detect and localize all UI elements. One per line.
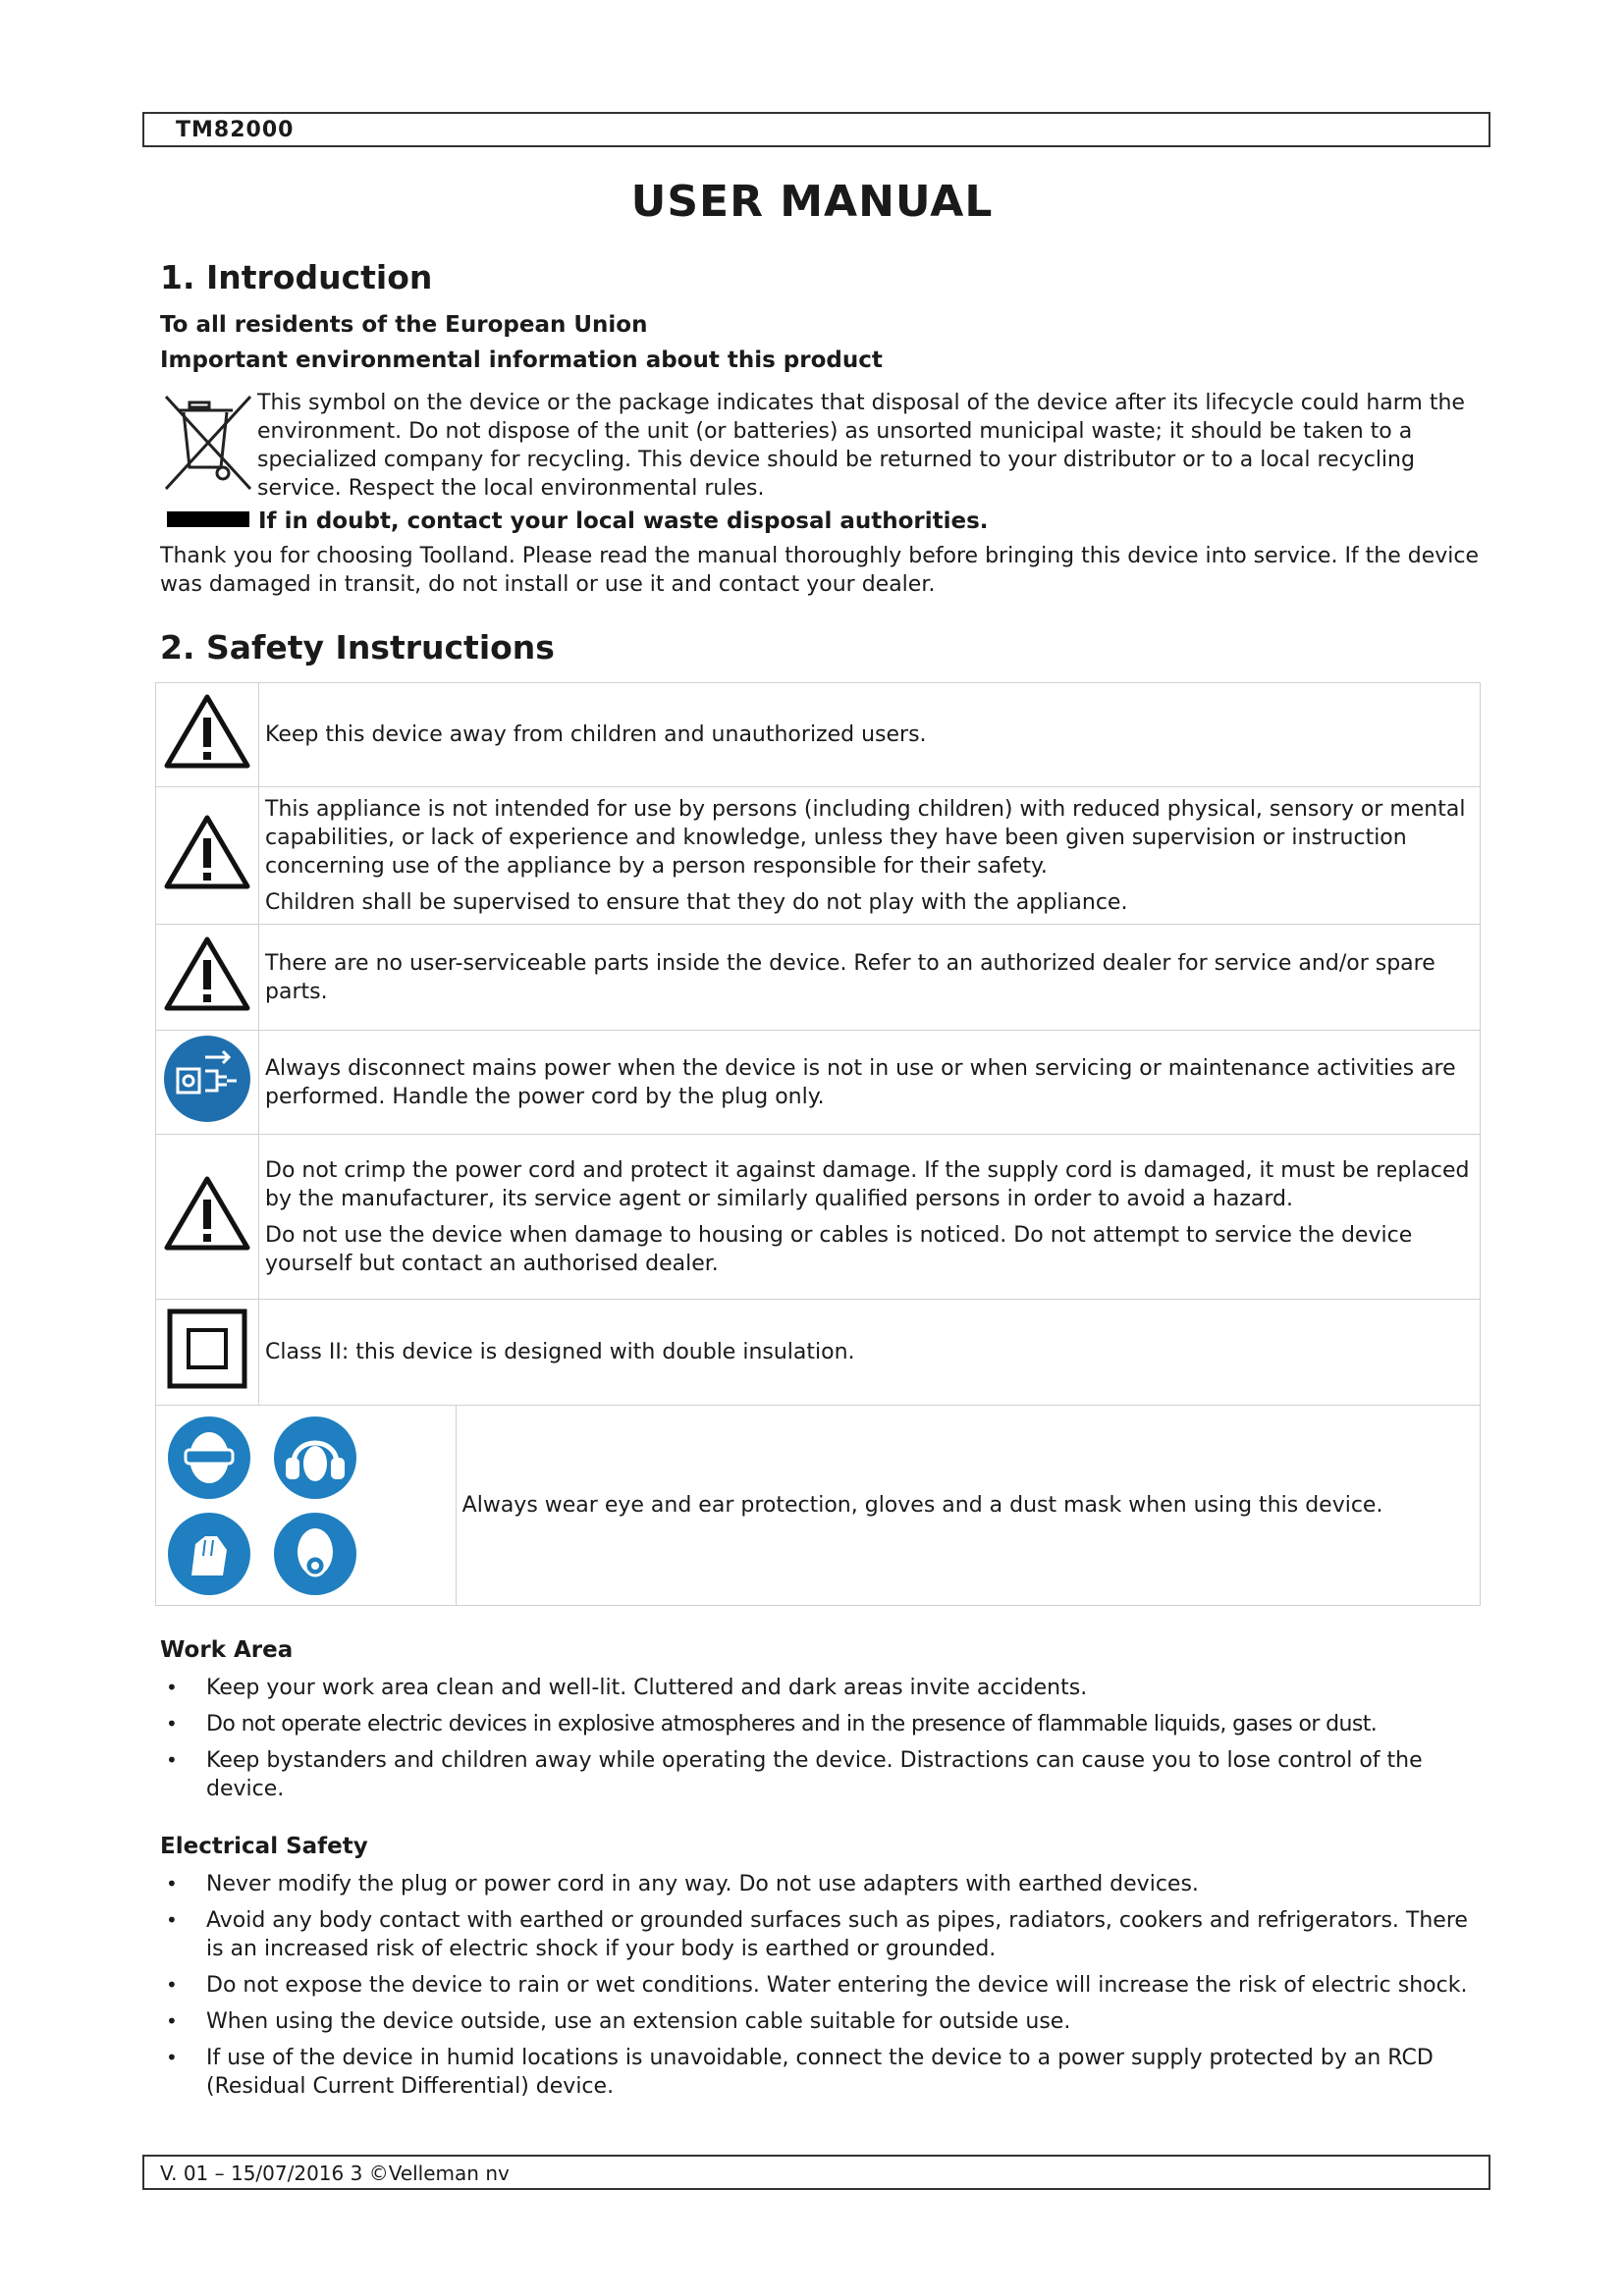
safety-text-cell [259,1300,1481,1406]
doubt-line: If in doubt, contact your local waste disposal authorities. [258,508,989,534]
gloves-icon [166,1511,252,1597]
black-bar [167,511,249,527]
safety-row [156,1135,1481,1300]
safety-table [155,682,1481,1606]
safety-text: Do not crimp the power cord and protect it against damage. If the supply cord is damaged, it must be replaced by the manufacturer, its service agent or similarly qualified persons in order to avoid a hazard. [265,1157,1470,1211]
list-item: • Avoid any body contact with earthed or grounded surfaces such as pipes, radiators, cookers and refrigerators. There is an increased risk of electric shock if your body is earthed or grounded. [160,1906,1486,1963]
safety-text: Class II: this device is designed with double insulation. [265,1340,855,1364]
warning-triangle-icon [162,692,252,771]
list-item: • Never modify the plug or power cord in any way. Do not use adapters with earthed devices. [160,1870,1486,1898]
page-title: USER MANUAL [630,177,994,227]
safety-text: Children shall be supervised to ensure that they do not play with the appliance. [265,889,1128,915]
page-header [142,112,1490,147]
safety-heading: 2. Safety Instructions [160,628,555,667]
disconnect-mains-icon [162,1034,252,1124]
ppe-icons-cell [156,1406,457,1606]
page-footer [142,2155,1490,2190]
thanks-paragraph: Thank you for choosing Toolland. Please read the manual thoroughly before bringing this device into service. If the device was damaged in transit, do not install or use it and contact your dealer. [160,544,1480,597]
ear-protection-icon [272,1415,358,1501]
model-number: TM82000 [176,118,295,142]
list-item: • Keep your work area clean and well-lit. Cluttered and dark areas invite accidents. [160,1674,1486,1702]
safety-icon-cell [156,683,259,787]
warning-triangle-icon [162,813,252,891]
dust-mask-icon [272,1511,358,1597]
safety-icon-cell [156,1031,259,1135]
safety-row [156,1300,1481,1406]
env-info-paragraph: This symbol on the device or the package indicates that disposal of the device after its lifecycle could harm the environment. Do not dispose of the unit (or batteries) as unsorted municipal waste; it should be taken to a specialized company for recycling. This device should be returned to your distributor or to a local recycling service. Respect the local environmental rules. [257,391,1465,501]
safety-row [156,683,1481,787]
safety-icon-cell [156,1135,259,1300]
work-area-list [160,1674,1486,1811]
safety-row [156,1031,1481,1135]
eye-protection-icon [166,1415,252,1501]
safety-text-cell [259,1031,1481,1135]
safety-text-cell [456,1406,1480,1606]
list-item: • Do not expose the device to rain or wet conditions. Water entering the device will increase the risk of electric shock. [160,1971,1486,2000]
safety-icon-cell [156,1300,259,1406]
safety-text-cell [259,925,1481,1031]
intro-heading: 1. Introduction [160,258,433,296]
eu-residents-line: To all residents of the European Union [160,312,648,338]
safety-icon-cell [156,787,259,925]
safety-text: Do not use the device when damage to housing or cables is noticed. Do not attempt to service the device yourself but contact an authorised dealer. [265,1222,1413,1276]
safety-icon-cell [156,925,259,1031]
safety-text: Always wear eye and ear protection, gloves and a dust mask when using this device. [461,1493,1383,1518]
safety-row [156,1406,1481,1606]
safety-text: This appliance is not intended for use by persons (including children) with reduced physical, sensory or mental capabilities, or lack of experience and knowledge, unless they have been given supervision or instruction concerning use of the appliance by a person responsible for their safety. [265,796,1466,879]
list-item: • When using the device outside, use an extension cable suitable for outside use. [160,2007,1486,2036]
safety-text-cell [259,1135,1481,1300]
electrical-safety-list [160,1870,1486,2109]
list-item: • Do not operate electric devices in explosive atmospheres and in the presence of flammable liquids, gases or dust. [160,1710,1486,1738]
env-info-line: Important environmental information about this product [160,347,883,373]
list-item: • Keep bystanders and children away while operating the device. Distractions can cause you to lose control of the device. [160,1746,1486,1803]
list-item: • If use of the device in humid locations is unavoidable, connect the device to a power supply protected by an RCD (Residual Current Differential) device. [160,2044,1486,2101]
warning-triangle-icon [162,934,252,1013]
safety-text-cell [259,683,1481,787]
safety-text: Always disconnect mains power when the device is not in use or when servicing or maintenance activities are performed. Handle the power cord by the plug only. [265,1055,1456,1109]
safety-row [156,925,1481,1031]
footer-text: V. 01 – 15/07/2016 3 ©Velleman nv [160,2162,510,2185]
electrical-safety-heading: Electrical Safety [160,1834,368,1859]
safety-text-cell [259,787,1481,925]
work-area-heading: Work Area [160,1637,294,1663]
class-ii-icon [167,1308,247,1389]
safety-row [156,787,1481,925]
weee-crossed-bin-icon [160,391,254,493]
warning-triangle-icon [162,1174,252,1253]
safety-text: Keep this device away from children and unauthorized users. [265,722,927,747]
ppe-icons [160,1411,452,1601]
safety-text: There are no user-serviceable parts inside the device. Refer to an authorized dealer for service and/or spare parts. [265,950,1435,1004]
